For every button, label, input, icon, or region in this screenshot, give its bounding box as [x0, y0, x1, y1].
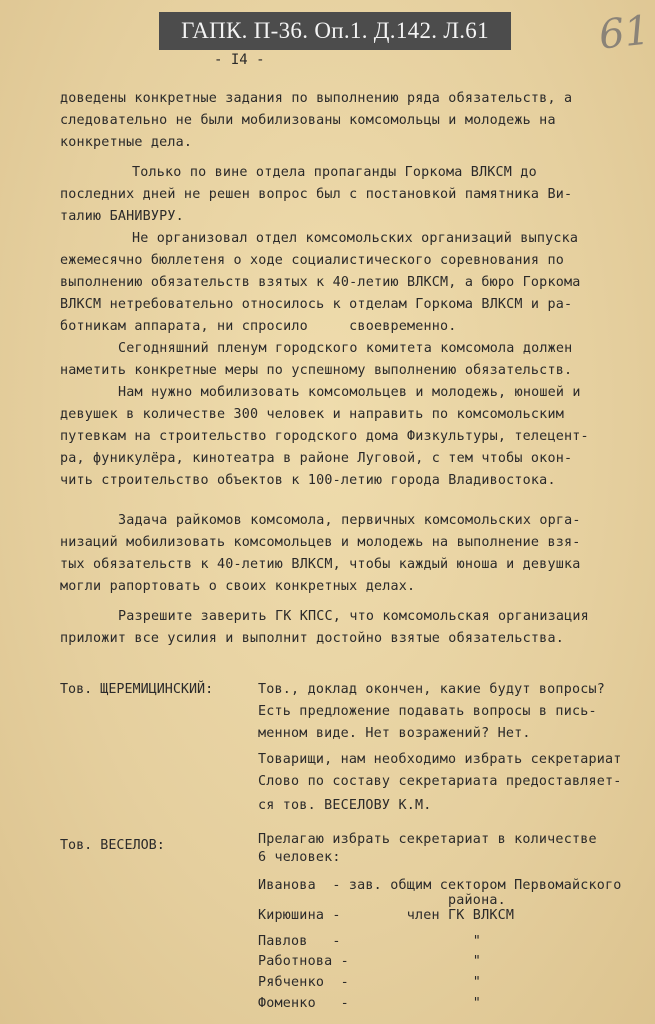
- text-line: ежемесячно бюллетеня о ходе социалистического соревнования по: [60, 253, 564, 268]
- text-line: тых обязательств к 40-летию ВЛКСМ, чтобы каждый юноша и девушка: [60, 557, 581, 572]
- text-line: последних дней не решен вопрос был с постановкой памятника Ви-: [60, 187, 573, 202]
- speech-line: Есть предложение подавать вопросы в пись-: [258, 704, 597, 719]
- speech-line: Иванова - зав. общим сектором Первомайского: [258, 878, 622, 893]
- speech-line: ся тов. ВЕСЕЛОВУ К.М.: [258, 798, 432, 813]
- speech-line: Рябченко - ": [258, 975, 482, 990]
- text-line: девушек в количестве 300 человек и направить по комсомольским: [60, 407, 564, 422]
- speech-line: Кирюшина - член ГК ВЛКСМ: [258, 908, 515, 923]
- text-line: Разрешите заверить ГК КПСС, что комсомольская организация: [118, 609, 589, 624]
- speech-line: Фоменко - ": [258, 996, 482, 1011]
- text-line: Задача райкомов комсомола, первичных комсомольских орга-: [118, 513, 581, 528]
- text-line: талию БАНИВУРУ.: [60, 209, 184, 224]
- speech-line: Слово по составу секретариата предоставляет-: [258, 774, 622, 789]
- text-line: Только по вине отдела пропаганды Горкома ВЛКСМ до: [132, 165, 537, 180]
- text-line: наметить конкретные меры по успешному выполнению обязательств.: [60, 363, 573, 378]
- text-line: ра, фуникулёра, кинотеатра в районе Луговой, с тем чтобы окон-: [60, 451, 573, 466]
- speech-line: Тов., доклад окончен, какие будут вопросы?: [258, 682, 605, 697]
- text-line: Нам нужно мобилизовать комсомольцев и молодежь, юношей и: [118, 385, 581, 400]
- speech-line: Павлов - ": [258, 934, 482, 949]
- handwritten-folio-number: 61: [596, 7, 653, 59]
- text-line: выполнению обязательств взятых к 40-летию ВЛКСМ, а бюро Горкома: [60, 275, 581, 290]
- text-line: приложит все усилия и выполнит достойно взятые обязательства.: [60, 631, 564, 646]
- text-line: низаций мобилизовать комсомольцев и молодежь на выполнение взя-: [60, 535, 581, 550]
- text-line: следовательно не были мобилизованы комсомольцы и молодежь на: [60, 113, 556, 128]
- text-line: ботникам аппарата, ни спросило своевременно.: [60, 319, 457, 334]
- speaker-name: Тов. ВЕСЕЛОВ:: [60, 838, 165, 853]
- archive-stamp: ГАПК. П-36. Оп.1. Д.142. Л.61: [159, 12, 511, 50]
- text-line: Не организовал отдел комсомольских организаций выпуска: [132, 231, 579, 246]
- text-line: Сегодняшний пленум городского комитета комсомола должен: [118, 341, 573, 356]
- text-line: доведены конкретные задания по выполнению ряда обязательств, а: [60, 91, 573, 106]
- speech-line: района.: [258, 893, 506, 908]
- text-line: ВЛКСМ нетребовательно относилось к отделам Горкома ВЛКСМ и ра-: [60, 297, 573, 312]
- speech-line: 6 человек:: [258, 850, 341, 865]
- speech-line: Работнова - ": [258, 954, 482, 969]
- text-line: путевкам на строительство городского дома Физкультуры, телецент-: [60, 429, 589, 444]
- speaker-name: Тов. ЩЕРЕМИЦИНСКИЙ:: [60, 682, 214, 697]
- page-number: - I4 -: [214, 52, 265, 68]
- speech-line: менном виде. Нет возражений? Нет.: [258, 726, 531, 741]
- text-line: чить строительство объектов к 100-летию города Владивостока.: [60, 473, 556, 488]
- speech-line: Товарищи, нам необходимо избрать секретариат: [258, 752, 622, 767]
- text-line: конкретные дела.: [60, 135, 193, 150]
- text-line: могли рапортовать о своих конкретных делах.: [60, 579, 416, 594]
- speech-line: Прелагаю избрать секретариат в количестве: [258, 832, 597, 847]
